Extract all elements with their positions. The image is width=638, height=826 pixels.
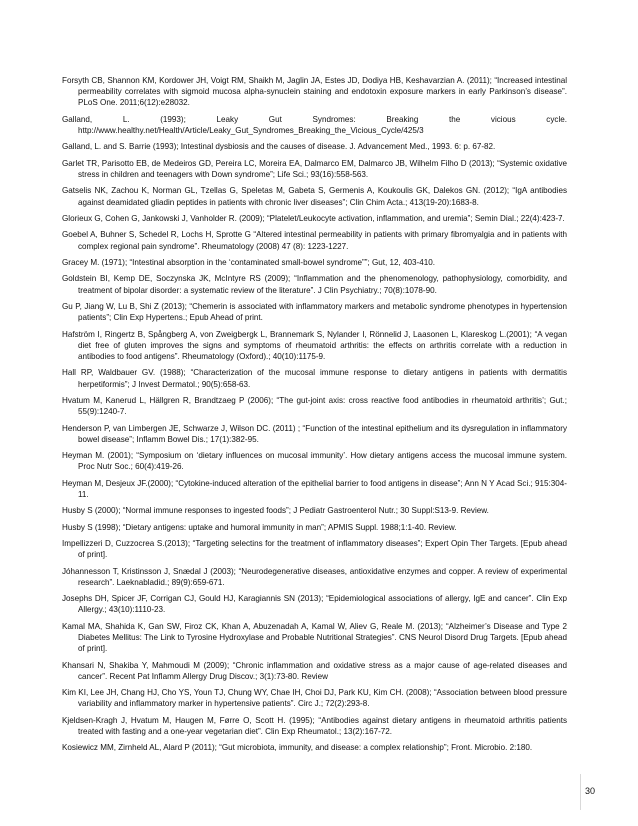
reference-entry: Heyman M. (2001); “Symposium on ‘dietary influences on mucosal immunity’. How dietary antigens access the mucosal immune system. Proc Nutr Soc.; 60(4):419-26.: [62, 451, 567, 472]
reference-entry: Goebel A, Buhner S, Schedel R, Lochs H, Sprotte G “Altered intestinal permeability in patients with primary fibromyalgia and in patients with complex regional pain syndrome”. Rheumatology (2008) 47 (8): 1223-1227.: [62, 230, 567, 251]
reference-entry: Khansari N, Shakiba Y, Mahmoudi M (2009); “Chronic inflammation and oxidative stress as a major cause of age-related diseases and cancer”. Recent Pat Inflamm Allergy Drug Discov.; 3(1):73-80. Review: [62, 660, 567, 681]
reference-entry: Garlet TR, Parisotto EB, de Medeiros GD, Pereira LC, Moreira EA, Dalmarco EM, Dalmarco JB, Wilhelm Filho D (2013); “Systemic oxidative stress in children and teenagers with Down syndrome”; Life Sci.; 93(16):558-563.: [62, 158, 567, 179]
reference-entry: Kamal MA, Shahida K, Gan SW, Firoz CK, Khan A, Abuzenadah A, Kamal W, Aliev G, Reale M. (2013); “Alzheimer’s Disease and Type 2 Diabetes Mellitus: The Link to Tyrosine Hydroxylase and Probable Nutritional Strategies”. CNS Neurol Disord Drug Targets. [Epub ahead of print].: [62, 621, 567, 654]
reference-entry: Kjeldsen-Kragh J, Hvatum M, Haugen M, Førre O, Scott H. (1995); “Antibodies against dietary antigens in rheumatoid arthritis patients treated with fasting and a one-year vegetarian diet”. Clin Exp Rheumatol.; 13(2):167-72.: [62, 715, 567, 737]
reference-entry: Hafström I, Ringertz B, Spångberg A, von Zweigbergk L, Brannemark S, Nylander I, Rönnelid J, Laasonen L, Klareskog L.(2001); “A vegan diet free of gluten improves the signs and symptoms of rheumatoid arthritis: the effects on arthritis correlate with a reduction in antibodies to food antigens”. Rheumatology (Oxford).; 40(10):1175-9.: [62, 329, 567, 361]
reference-entry: Husby S (2000); “Normal immune responses to ingested foods”; J Pediatr Gastroenterol Nutr.; 30 Suppl:S13-9. Review.: [62, 506, 489, 516]
reference-entry: Forsyth CB, Shannon KM, Kordower JH, Voigt RM, Shaikh M, Jaglin JA, Estes JD, Dodiya HB, Keshavarzian A. (2011); “Increased intestinal permeability correlates with sigmoid mucosa alpha-synuclein staining and endotoxin exposure markers in early Parkinson’s disease”. PLoS One. 2011;6(12):e28032.: [62, 76, 567, 108]
reference-entry: Hvatum M, Kanerud L, Hällgren R, Brandtzaeg P (2006); “The gut-joint axis: cross reactive food antibodies in rheumatoid arthritis’; Gut.; 55(9):1240-7.: [62, 395, 567, 417]
reference-entry: Gu P, Jiang W, Lu B, Shi Z (2013); “Chemerin is associated with inflammatory markers and metabolic syndrome phenotypes in hypertension patients”; Clin Exp Hypertens.; Epub Ahead of print.: [62, 301, 567, 323]
page-number: 30: [585, 786, 596, 796]
reference-entry: Henderson P, van Limbergen JE, Schwarze J, Wilson DC. (2011) ; “Function of the intestinal epithelium and its dysregulation in inflammatory bowel disease”; Inflamm Bowel Dis.; 17(1):382-95.: [62, 423, 567, 444]
reference-entry: Jóhannesson T, Kristinsson J, Snædal J (2003); “Neurodegenerative diseases, antioxidative enzymes and copper. A review of experimental research”. Laeknabladid.; 89(9):659-671.: [62, 566, 567, 587]
reference-entry: Kim KI, Lee JH, Chang HJ, Cho YS, Youn TJ, Chung WY, Chae IH, Choi DJ, Park KU, Kim CH. (2008); “Association between blood pressure variability and inflammatory marker in hypertensive patients”. Circ J.; 72(2):293-8.: [62, 688, 567, 709]
reference-entry: Gracey M. (1971); “Intestinal absorption in the ‘contaminated small-bowel syndrome””; Gut, 12, 403-410.: [62, 257, 435, 267]
reference-entry: Husby S (1998); “Dietary antigens: uptake and humoral immunity in man”; APMIS Suppl. 1988;1:1-40. Review.: [62, 522, 457, 532]
reference-entry: Josephs DH, Spicer JF, Corrigan CJ, Gould HJ, Karagiannis SN (2013); “Epidemiological associations of allergy, IgE and cancer”. Clin Exp Allergy.; 43(10):1110-23.: [62, 594, 567, 615]
reference-entry: Heyman M, Desjeux JF.(2000); “Cytokine-induced alteration of the epithelial barrier to food antigens in disease”; Ann N Y Acad Sci.; 915:304-11.: [62, 478, 567, 499]
reference-entry: Hall RP, Waldbauer GV. (1988); “Characterization of the mucosal immune response to dietary antigens in patients with dermatitis herpetiformis”; J Invest Dermatol.; 90(5):658-63.: [62, 368, 567, 389]
reference-entry: Galland, L. and S. Barrie (1993); Intestinal dysbiosis and the causes of disease. J. Advancement Med., 1993. 6: p. 67-82.: [62, 142, 496, 152]
reference-list: [62, 75, 567, 759]
reference-entry: Impellizzeri D, Cuzzocrea S.(2013); “Targeting selectins for the treatment of inflammatory diseases”; Expert Opin Ther Targets. [Epub ahead of print].: [62, 539, 567, 560]
reference-entry: Gatselis NK, Zachou K, Norman GL, Tzellas G, Speletas M, Gabeta S, Germenis A, Koukoulis GK, Dalekos GN. (2012); “IgA antibodies against deamidated gliadin peptides in patients with chronic liver diseases”; Clin Chim Acta.; 413(19-20):1683-8.: [62, 186, 567, 207]
reference-entry: Galland, L. (1993); Leaky Gut Syndromes: Breaking the vicious cycle. http://www.healthy.net/Health/Article/Leaky_Gut_Syndromes_Breaking_the_Vicious_Cycle/425/3: [62, 114, 567, 135]
reference-entry: Kosiewicz MM, Zirnheld AL, Alard P (2011); “Gut microbiota, immunity, and disease: a complex relationship”; Front. Microbio. 2:180.: [62, 743, 533, 753]
reference-entry: Goldstein BI, Kemp DE, Soczynska JK, McIntyre RS (2009); “Inflammation and the phenomenology, pathophysiology, comorbidity, and treatment of bipolar disorder: a systematic review of the literature”. J Clin Psychiatry.; 70(8):1078-90.: [62, 274, 567, 295]
reference-entry: Glorieux G, Cohen G, Jankowski J, Vanholder R. (2009); “Platelet/Leukocyte activation, inflammation, and uremia”; Semin Dial.; 22(4):423-7.: [62, 213, 565, 223]
